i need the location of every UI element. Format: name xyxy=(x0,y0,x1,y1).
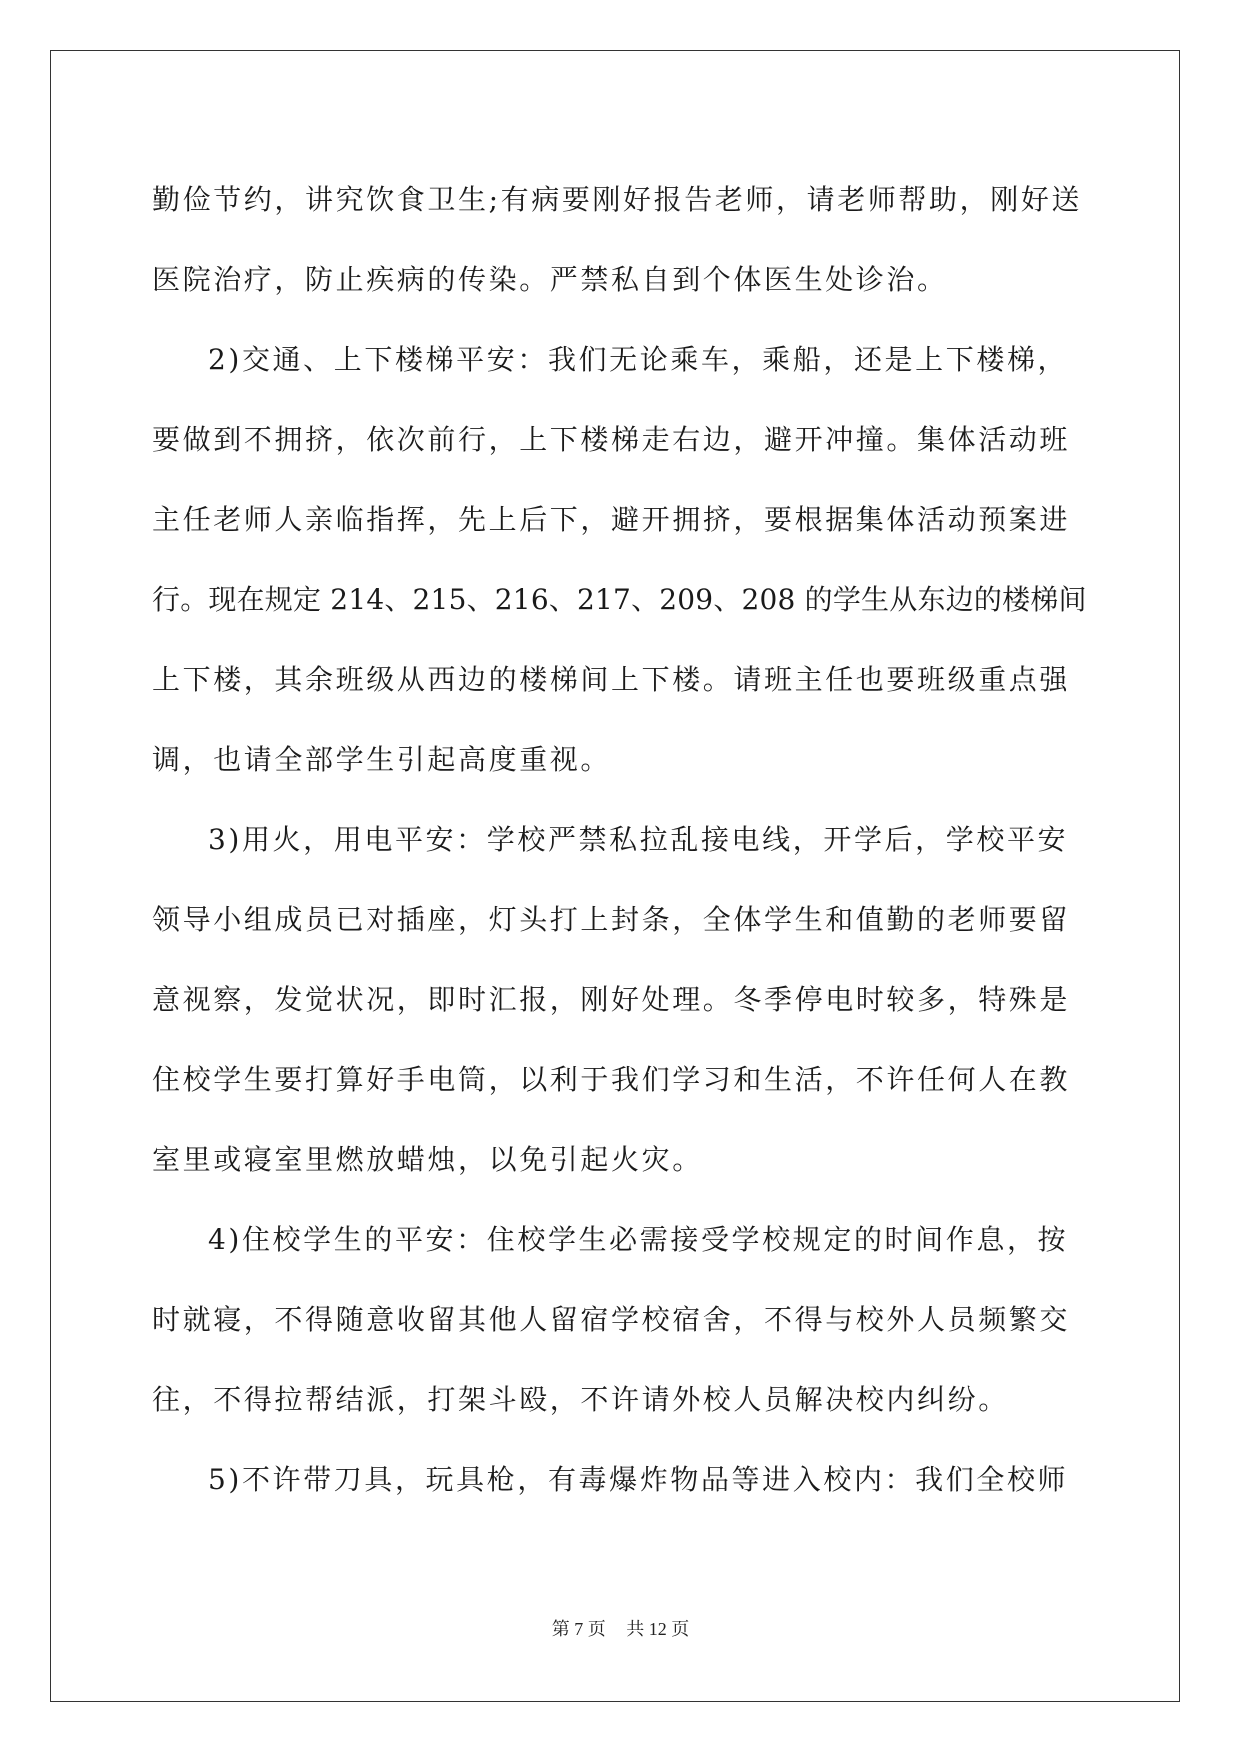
paragraph-1 xyxy=(152,160,1092,320)
paragraph-2 xyxy=(152,320,1092,800)
text-line: 往，不得拉帮结派，打架斗殴，不许请外校人员解决校内纠纷。 xyxy=(152,1383,1009,1416)
text-line: 2)交通、上下楼梯平安：我们无论乘车，乘船，还是上下楼梯， xyxy=(208,343,1069,376)
paragraph-3 xyxy=(152,800,1092,1200)
page-number: 第 7 页 xyxy=(551,1619,606,1639)
text-line: 领导小组成员已对插座，灯头打上封条，全体学生和值勤的老师要留 xyxy=(152,903,1071,936)
text-line: 勤俭节约，讲究饮食卫生;有病要刚好报告老师，请老师帮助，刚好送 xyxy=(152,183,1083,216)
page-total: 共 12 页 xyxy=(626,1619,690,1639)
text-line: 要做到不拥挤，依次前行，上下楼梯走右边，避开冲撞。集体活动班 xyxy=(152,423,1071,456)
text-line: 医院治疗，防止疾病的传染。严禁私自到个体医生处诊治。 xyxy=(152,263,948,296)
paragraph-4 xyxy=(152,1200,1092,1440)
text-line: 调，也请全部学生引起高度重视。 xyxy=(152,743,612,776)
text-line: 上下楼，其余班级从西边的楼梯间上下楼。请班主任也要班级重点强 xyxy=(152,663,1071,696)
text-line: 意视察，发觉状况，即时汇报，刚好处理。冬季停电时较多，特殊是 xyxy=(152,983,1071,1016)
text-line: 主任老师人亲临指挥，先上后下，避开拥挤，要根据集体活动预案进 xyxy=(152,503,1071,536)
page-footer xyxy=(0,1615,1241,1641)
document-body xyxy=(152,160,1092,1520)
text-line: 室里或寝室里燃放蜡烛，以免引起火灾。 xyxy=(152,1143,703,1176)
text-line: 3)用火，用电平安：学校严禁私拉乱接电线，开学后，学校平安 xyxy=(208,823,1069,856)
text-line: 时就寝，不得随意收留其他人留宿学校宿舍，不得与校外人员频繁交 xyxy=(152,1303,1071,1336)
text-line: 4)住校学生的平安：住校学生必需接受学校规定的时间作息，按 xyxy=(208,1223,1069,1256)
text-line: 住校学生要打算好手电筒，以利于我们学习和生活，不许任何人在教 xyxy=(152,1063,1071,1096)
text-line: 行。现在规定 214、215、216、217、209、208 的学生从东边的楼梯间 xyxy=(152,583,1087,616)
paragraph-5 xyxy=(152,1440,1092,1520)
text-line: 5)不许带刀具，玩具枪，有毒爆炸物品等进入校内：我们全校师 xyxy=(208,1463,1069,1496)
